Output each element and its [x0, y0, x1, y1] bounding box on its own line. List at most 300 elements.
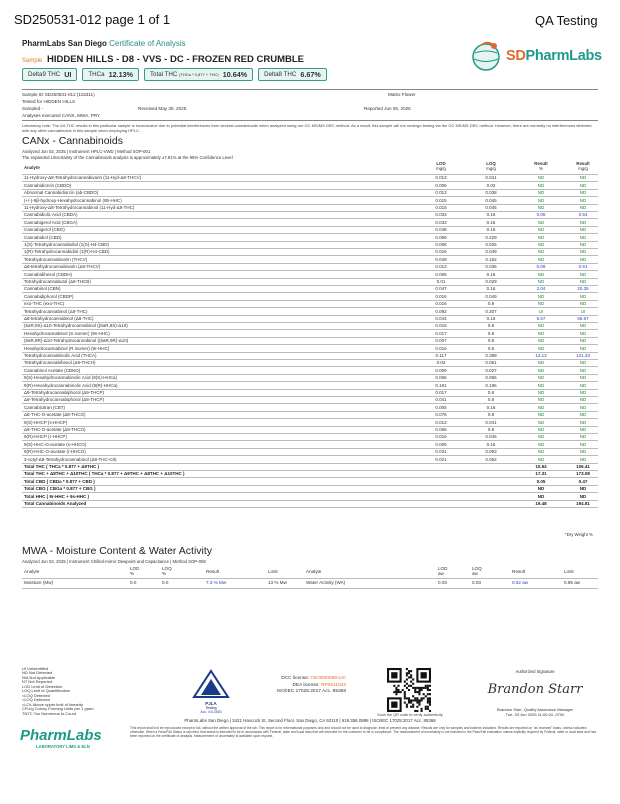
cell-analyte: Cannabinol (CBN): [24, 286, 61, 292]
cell-analyte: (6aR,9R)-Δ10-Tetrahydrocannabinol ((6aR,9R)-Δ10): [24, 338, 129, 344]
cell-lod: 0.015: [435, 434, 447, 440]
cell-result-pct: 10.64: [535, 464, 547, 469]
mwa-col-unit: aw: [472, 571, 478, 576]
legend-item: N/A Not Applicable: [22, 674, 56, 680]
cell-loq: 0.041: [485, 419, 497, 425]
cell-analyte: Δ9-THC-O-acetate (Δ9-THCO): [24, 427, 86, 432]
footer-fine-print: This report shall not be reproduced except in full, without the written approval of the lab. This report is for informational purposes only and should not be used to diagnose, treat or prevent any disease. Results are only for samples and batches indicated. Results are reported on "as received" basis, unless indicated otherwise. When a Pass/Fail Status is reported, that status is intended to be in accordance with Federal, state and local laws that are intended for the customer to be in compliance. The measurement of uncertainty is not included in the Pass/Fail evaluation unless explicitly required by Federal, state or local laws and has been reported on the certificate of analysis. Measurement of uncertainty is available upon request.: [130, 726, 596, 738]
mwa-cell: 0.85 aw: [564, 580, 581, 585]
cell-loq: 0.8: [487, 345, 495, 351]
signature-date: Tue, 03 Jun 2025 11:00:24 -0700: [505, 711, 565, 717]
cell-result-mg: ND: [579, 182, 587, 188]
legend-item: <LOQ Detected: [22, 692, 50, 698]
cell-analyte: 9(S)-Hexahydrocannabinolic Acid (9(S)-HHCa): [24, 375, 118, 381]
pill-label: Delta8 THC: [264, 71, 297, 78]
cell-analyte: 3-octyl-Δ8-Tetrahydrocannabinol (Δ8-THC-C8): [24, 456, 117, 462]
cell-loq: 0.062: [485, 456, 497, 462]
cell-result-pct: ND: [537, 293, 545, 299]
cell-lod: 0.033: [435, 212, 447, 218]
cell-result-pct: ND: [537, 493, 545, 499]
lab-heading: [22, 39, 186, 48]
cell-result-mg: ND: [579, 427, 587, 432]
mwa-col-label: LOD: [130, 566, 140, 571]
cell-lod: 0.044: [435, 316, 447, 321]
cell-loq: 0.8: [487, 330, 495, 336]
cell-analyte: 1(R)-Tetrahydrocannabidiol (1(R)-H4-CBD): [24, 249, 110, 255]
tested-for: Tested for HIDDEN HILLS: [22, 99, 76, 104]
cell-result-mg: ND: [579, 493, 587, 499]
cell-result-pct: ND: [537, 182, 545, 188]
pill-sub: (THCa * 0.877 + THC): [179, 72, 219, 77]
cell-loq: 0.16: [486, 441, 496, 447]
cell-lod: 0.069: [435, 234, 447, 240]
cell-analyte: Δ8-THC-O-acetate (Δ8-THCO): [24, 412, 86, 418]
cell-result-pct: ND: [537, 449, 545, 455]
cell-lod: 0.076: [435, 412, 447, 418]
col-lod-unit: mg/g: [436, 166, 446, 171]
cell-result-mg: 194.81: [576, 501, 590, 506]
cell-result-mg: ND: [579, 175, 587, 181]
mwa-col: Result: [206, 569, 220, 574]
cell-loq: 0.8: [487, 412, 495, 418]
cell-analyte: Tetrahydrocannabinolic Acid (THCA): [24, 353, 97, 358]
cell-result-pct: 0.05: [536, 478, 546, 484]
cell-lod: 0.013: [435, 175, 447, 181]
dcc-label: DCC license:: [281, 676, 310, 681]
cell-loq: 0.093: [485, 449, 497, 455]
col-loq: [476, 161, 506, 171]
cell-result-mg: ND: [579, 367, 587, 373]
mwa-col: [162, 566, 172, 576]
cell-loq: 0.16: [486, 286, 496, 292]
cell-result-mg: ND: [579, 256, 587, 262]
mwa-cell: 0.0: [130, 580, 137, 585]
cell-result-mg: 0.91: [578, 264, 588, 270]
cell-analyte: 9(S)-HHC-O-acetate (s-HHCO): [24, 441, 87, 447]
mwa-cell: Water Activity (WA): [306, 580, 346, 585]
cell-loq: 0.307: [485, 308, 497, 314]
legend-item: CFU/g Colony Forming Units per 1 gram: [22, 706, 94, 712]
cell-result-pct: ND: [537, 338, 545, 344]
pjla-badge: [190, 669, 232, 715]
cell-lod: 0.016: [435, 293, 447, 299]
pill-delta8: [258, 68, 327, 81]
cell-analyte: Cannabidihexol (CBDH): [24, 271, 73, 277]
cell-result-pct: ND: [537, 301, 545, 307]
cell-loq: 0.049: [485, 293, 497, 299]
dea-label: DEA license:: [292, 683, 320, 688]
cell-loq: 0.16: [486, 316, 496, 321]
document-id: SD250531-012 page 1 of 1: [14, 12, 171, 27]
cell-result-pct: ND: [537, 456, 545, 462]
cell-analyte: Δ8-tetrahydrocannabivarin (Δ8-THCV): [24, 264, 101, 270]
cell-lod: 0.009: [435, 367, 447, 373]
cell-lod: 0.049: [435, 256, 447, 262]
cell-loq: 0.027: [485, 367, 497, 373]
cell-result-pct: 19.48: [535, 501, 547, 506]
cell-result-pct: 12.13: [535, 353, 547, 358]
dcc-value: C8-0000098-LIC: [310, 676, 346, 681]
cell-loq: 0.8: [487, 301, 495, 307]
analyses-executed: Analyses executed CANX, MWA, PRY: [22, 113, 101, 118]
summary-pills: [22, 68, 327, 81]
dry-weight-note: *Dry Weight %: [565, 532, 593, 537]
cell-analyte: Abnormal Cannabidiorcin (ab-CBDO): [24, 190, 99, 196]
cell-analyte: Total THC + Δ8THC + Δ10THC ( THCa * 0.877 + Δ9THC + Δ8THC + Δ10THC ): [24, 471, 185, 477]
footer-brand-sub: LABORATORY LIMS & ELN: [36, 744, 90, 749]
canx-analyzed: Analyzed Jun 02, 2025 | Instrument HPLC-VWD | Method SOP-001: [22, 149, 151, 154]
cell-lod: 0.092: [435, 308, 447, 314]
mwa-col: [130, 566, 139, 576]
cell-result-pct: ND: [537, 190, 545, 196]
col-mg-label: Result: [576, 161, 590, 166]
cell-result-mg: ND: [579, 197, 587, 203]
cell-lod: 0.117: [435, 353, 447, 358]
cell-result-pct: ND: [537, 242, 545, 247]
cell-result-mg: ND: [579, 205, 587, 210]
legend-item: LOD Limit of Detection: [22, 683, 63, 689]
cell-lod: 0.017: [435, 330, 447, 336]
qr-code[interactable]: [387, 668, 431, 712]
col-lod-label: LOD: [436, 161, 446, 166]
mwa-col: Limit: [268, 569, 278, 574]
mwa-col: Analyte: [24, 569, 40, 574]
cell-result-pct: ND: [537, 404, 545, 410]
legend-item: <LOQ Detected: [22, 697, 50, 703]
cell-lod: 0.013: [435, 190, 447, 196]
cell-result-mg: ND: [579, 338, 587, 344]
cell-analyte: Δ8-Tetrahydrocannabiphorol (Δ8-THCP): [24, 397, 105, 403]
footer-address: PharmLabs San Diego | 3421 Hancock St, Second Floor, San Diego, CA 92110 | 619.356.0898 | ISO/IEC 17025:2017 Acc. 85368: [184, 718, 436, 723]
cell-analyte: Total THC ( THCa * 0.877 + Δ9THC ): [24, 464, 100, 469]
qr-caption: Scan the QR code to verify authenticity: [377, 713, 443, 717]
cell-result-mg: ND: [579, 412, 587, 418]
cell-analyte: Δ9-Tetrahydrocannabiphorol (Δ9-THCP): [24, 390, 105, 395]
mwa-cell: 0.03: [438, 580, 447, 585]
pill-value: 6.67%: [300, 70, 321, 79]
cell-analyte: Cannabigerol Acid (CBGA): [24, 219, 78, 225]
cell-result-pct: 6.67: [536, 316, 546, 321]
pill-label: Total THC: [149, 71, 178, 78]
cell-result-pct: ND: [537, 441, 545, 447]
mwa-col-label: LOQ: [162, 566, 172, 571]
legend-item: <LOL Above upper limit of linearity: [22, 701, 83, 707]
pill-total-thc: [144, 68, 253, 81]
cell-result-pct: 17.31: [535, 471, 547, 477]
cell-result-pct: ND: [537, 367, 545, 373]
cell-lod: 0.005: [435, 271, 447, 277]
cell-loq: 0.389: [485, 353, 497, 358]
cell-loq: 0.045: [485, 434, 497, 440]
cell-analyte: Tetrahydrocannabutol (Δ9-THCB): [24, 279, 91, 284]
abbreviation-legend: [22, 667, 142, 716]
mwa-col: [438, 566, 447, 576]
cell-analyte: Δ8-tetrahydrocannabinol (Δ8-THC): [24, 316, 94, 321]
cell-loq: 0.038: [485, 190, 497, 196]
pill-value: 10.64%: [222, 70, 248, 79]
cell-loq: 0.16: [486, 219, 496, 225]
cell-result-pct: ND: [537, 419, 545, 425]
cell-result-mg: ND: [579, 249, 587, 255]
cell-result-mg: ND: [579, 404, 587, 410]
cell-result-mg: ND: [579, 293, 587, 299]
cell-loq: 0.045: [485, 205, 497, 210]
cell-result-pct: ND: [537, 227, 545, 233]
col-lod: [426, 161, 456, 171]
mwa-col: Analyte: [306, 569, 322, 574]
cell-analyte: Tetrahydrocannabivarin (THCV): [24, 256, 88, 262]
cell-result-pct: 2.04: [536, 286, 546, 292]
cell-analyte: 11-Hydroxy-Δ8-Tetrahydrocannabivarin (11-Hyd-Δ8-THCV): [24, 175, 142, 181]
pjla-acc: Acc. #113583: [200, 710, 222, 714]
cell-result-pct: ND: [537, 234, 545, 240]
cell-result-mg: ND: [579, 449, 587, 455]
cell-analyte: 9(S)-HHCP (s-HHCP): [24, 419, 68, 425]
cell-loq: 0.16: [486, 212, 496, 218]
cell-loq: 0.029: [485, 279, 497, 284]
cell-result-pct: ND: [537, 375, 545, 381]
cell-result-mg: ND: [579, 456, 587, 462]
cell-result-pct: ND: [537, 219, 545, 225]
cell-analyte: Cannabigerol (CBG): [24, 227, 65, 233]
logo-name: PharmLabs: [525, 48, 602, 64]
cell-loq: 0.16: [486, 271, 496, 277]
pjla-sub: Testing: [205, 706, 217, 710]
cell-lod: 0.033: [435, 219, 447, 225]
cell-loq: 0.02: [486, 182, 496, 188]
cell-lod: 0.015: [435, 205, 447, 210]
canx-uncertainty: The expanded Uncertainty of the Cannabinoids analysis is approximately ±7.81% at the 95% Confidence Level: [22, 155, 233, 160]
cell-analyte: Cannabidiolic Acid (CBDA): [24, 212, 78, 218]
pill-label: Delta9 THC: [28, 71, 61, 78]
cell-result-pct: 0.05: [536, 212, 546, 218]
cell-result-mg: ND: [579, 271, 587, 277]
legend-item: NT Not Reported: [22, 679, 53, 685]
mwa-cell: 13 % Mw: [268, 580, 287, 585]
cell-result-pct: ND: [537, 360, 545, 366]
mwa-col-unit: aw: [438, 571, 444, 576]
mwa-cell: 0.52 aw: [512, 580, 529, 585]
cell-loq: 0.229: [485, 234, 497, 240]
cell-result-pct: ND: [537, 256, 545, 262]
cell-loq: 0.8: [487, 427, 495, 432]
cell-analyte: exo-THC (exo-THC): [24, 301, 65, 307]
mwa-col-unit: %: [130, 571, 135, 576]
cell-loq: 0.065: [485, 375, 497, 381]
pjla-label: PJLA: [205, 701, 217, 706]
signature-image: [480, 682, 590, 704]
cell-result-mg: 121.33: [576, 353, 590, 358]
mwa-cell: 0.0: [162, 580, 169, 585]
col-pct-unit: %: [539, 166, 543, 171]
sample-label: Sample: [22, 58, 43, 64]
cell-loq: 0.16: [486, 227, 496, 233]
col-pct-label: Result: [534, 161, 548, 166]
col-loq-label: LOQ: [486, 161, 496, 166]
cell-result-mg: 0.54: [578, 212, 588, 218]
cell-result-mg: 106.41: [576, 464, 590, 469]
laboratory-note: Laboratory note: The Δ9-THC results in this particular sample is inconclusive due to potential interferences from several cannabinoids when analyzed using our GC MS/MS DRC method. As a result, this sample will not undergo testing via the GC MS/MS DRC method. However, there are currently no interferences detected with any other cannabinoids in this sample when employing HPLC.: [22, 123, 592, 133]
pharmlabs-footer-logo: [20, 727, 120, 757]
cell-result-mg: 66.67: [577, 316, 589, 321]
mwa-header: [22, 566, 598, 578]
cell-result-pct: ND: [537, 279, 545, 284]
cell-loq: 0.036: [485, 264, 497, 270]
signature-name: [470, 708, 600, 718]
cell-result-pct: ND: [537, 427, 545, 432]
cell-lod: 0.047: [435, 286, 447, 292]
cell-lod: 0.066: [435, 427, 447, 432]
cell-analyte: 9(R)-Hexahydrocannabinolic Acid (9(R)-HHCa): [24, 382, 118, 388]
cell-analyte: Cannabicitran (CBT): [24, 404, 66, 410]
signature-title: Authorized Signature: [515, 669, 555, 674]
cell-lod: 0.008: [435, 242, 447, 247]
matrix: Matrix Flower: [388, 92, 416, 97]
mwa-cell: 0.03: [472, 580, 481, 585]
cell-analyte: Total CBD ( CBDa * 0.877 + CBD ): [24, 478, 95, 484]
cell-lod: 0.041: [435, 397, 447, 403]
cell-analyte: Cannabinol Acetate (CBNO): [24, 367, 81, 373]
mwa-title: MWA - Moisture Content & Water Activity: [22, 545, 213, 557]
cell-lod: 0.005: [435, 404, 447, 410]
cell-result-mg: ND: [579, 242, 587, 247]
cell-result-pct: ND: [537, 271, 545, 277]
col-analyte: Analyte: [24, 165, 40, 170]
cell-analyte: Total CBG ( CBGa * 0.877 + CBG ): [24, 486, 96, 492]
cell-analyte: Total Cannabinoids Analyzed: [24, 501, 87, 506]
cell-result-pct: ND: [537, 205, 545, 210]
cell-result-mg: ND: [579, 330, 587, 336]
mwa-cell: 7.3 % Mw: [206, 580, 227, 585]
sampled: Sampled -: [22, 106, 43, 111]
cell-loq: 0.8: [487, 390, 495, 395]
cell-analyte: Tetrahydrocannabihexol (Δ9-THCH): [24, 360, 96, 366]
received: Received May 30, 2025: [138, 106, 187, 111]
col-result-pct: [526, 161, 556, 171]
cell-result-pct: ND: [537, 249, 545, 255]
cell-lod: 0.01: [436, 279, 446, 284]
cell-analyte: (6aR,9S)-Δ10-Tetrahydrocannabinol ((6aR,9S)-Δ10): [24, 323, 128, 329]
cell-result-pct: ND: [537, 486, 545, 492]
cell-result-mg: ND: [579, 234, 587, 240]
lab-name: PharmLabs San Diego: [22, 39, 107, 48]
cell-result-mg: ND: [579, 279, 587, 284]
qa-testing-label: QA Testing: [535, 13, 598, 28]
cell-result-pct: ND: [537, 382, 545, 388]
cell-result-mg: ND: [579, 375, 587, 381]
cell-lod: 0.02: [436, 360, 446, 366]
cell-lod: 0.065: [435, 375, 447, 381]
cell-analyte: 9(R)-HHC-O-acetate (r-HHCO): [24, 449, 86, 455]
cell-analyte: Hexahydrocannabinol (S isomer) (9s-HHC): [24, 330, 110, 336]
cell-analyte: Cannabidiol (CBD): [24, 234, 62, 240]
pill-label: THCa: [88, 71, 105, 78]
cell-analyte: Cannabidiphorol (CBDP): [24, 293, 74, 299]
cell-result-pct: 0.09: [536, 264, 546, 270]
legend-item: ND Not Detected: [22, 670, 53, 676]
col-loq-unit: mg/g: [486, 166, 496, 171]
cell-result-mg: ND: [579, 434, 587, 440]
cell-analyte: Cannabidiorcin (CBDO): [24, 182, 72, 188]
cell-analyte: Tetrahydrocannabinol (Δ9-THC): [24, 308, 88, 314]
coa-title: Certificate of Analysis: [109, 39, 186, 48]
cell-loq: 0.8: [487, 397, 495, 403]
cell-result-pct: ND: [537, 434, 545, 440]
cell-analyte: 1(S)-Tetrahydrocannabidiol (1(S)-H4-CBD): [24, 242, 110, 247]
sample-id: Sample ID SD250531-012 (115311): [22, 92, 95, 97]
legend-item: UI Unidentified: [22, 666, 49, 671]
pill-thca: [82, 68, 139, 81]
cell-result-mg: 20.35: [577, 286, 589, 292]
cell-lod: 0.017: [435, 390, 447, 395]
cell-loq: 0.16: [486, 404, 496, 410]
cell-lod: 0.016: [435, 345, 447, 351]
cell-lod: 0.191: [435, 382, 447, 388]
cell-result-mg: ND: [579, 227, 587, 233]
cell-result-mg: ND: [579, 301, 587, 307]
cell-result-mg: ND: [579, 382, 587, 388]
pill-delta9: [22, 68, 77, 81]
cell-analyte: Total HHC ( 9r-HHC + 9s-HHC ): [24, 493, 90, 499]
sample-name: HIDDEN HILLS - D8 - VVS - DC - FROZEN RED CRUMBLE: [46, 54, 305, 65]
cell-lod: 0.021: [435, 456, 447, 462]
footer-brand: PharmLabs: [20, 727, 102, 744]
canx-title: CANx - Cannabinoids: [22, 135, 123, 147]
col-mg-unit: mg/g: [578, 166, 588, 171]
cell-lod: 0.031: [435, 449, 447, 455]
mwa-col-label: LOQ: [472, 566, 482, 571]
cell-loq: 0.041: [485, 175, 497, 181]
mwa-analyzed: Analyzed Jun 02, 2025 | Instrument Chilled-mirror Dewpoint and Capacitance | Method SOP-008: [22, 559, 206, 564]
table-header: [22, 162, 598, 174]
cell-result-pct: ND: [537, 412, 545, 418]
mwa-col: Result: [512, 569, 526, 574]
mwa-cell: Moisture (Mw): [24, 580, 54, 585]
cell-result-mg: ND: [579, 323, 587, 329]
licenses: [270, 675, 400, 696]
signature-script: Brandon Starr: [487, 682, 583, 697]
mwa-col: Limit: [564, 569, 574, 574]
cell-result-pct: ND: [537, 397, 545, 403]
cell-result-mg: ND: [579, 360, 587, 366]
cell-result-mg: ND: [579, 419, 587, 425]
iso-line: ISO/IEC 17025:2017 Acc. 85368: [276, 689, 346, 694]
cell-lod: 0.013: [435, 419, 447, 425]
cell-loq: 0.196: [485, 382, 497, 388]
cell-result-mg: ND: [579, 190, 587, 196]
cell-result-mg: UI: [580, 308, 586, 314]
pjla-triangle-icon: [190, 669, 232, 699]
cell-lod: 0.005: [435, 441, 447, 447]
mwa-col-label: LOD: [438, 566, 448, 571]
logo-prefix: SD: [506, 48, 526, 64]
cell-result-pct: ND: [537, 390, 545, 395]
mwa-col: [472, 566, 482, 576]
cell-result-pct: ND: [537, 175, 545, 181]
cell-result-pct: ND: [537, 345, 545, 351]
cell-result-pct: UI: [538, 308, 544, 314]
cell-lod: 0.048: [435, 227, 447, 233]
cell-analyte: Hexahydrocannabinol (R isomer) (9r-HHC): [24, 345, 110, 351]
sample-name-line: [22, 54, 304, 65]
cell-lod: 0.006: [435, 182, 447, 188]
legend-item: LOQ Limit of Quantification: [22, 688, 71, 694]
reported: Reported Jun 05, 2025: [364, 106, 411, 111]
cell-result-mg: ND: [579, 486, 587, 492]
cell-result-mg: 0.47: [578, 478, 588, 484]
cell-loq: 0.045: [485, 197, 497, 203]
globe-icon: [468, 40, 508, 72]
